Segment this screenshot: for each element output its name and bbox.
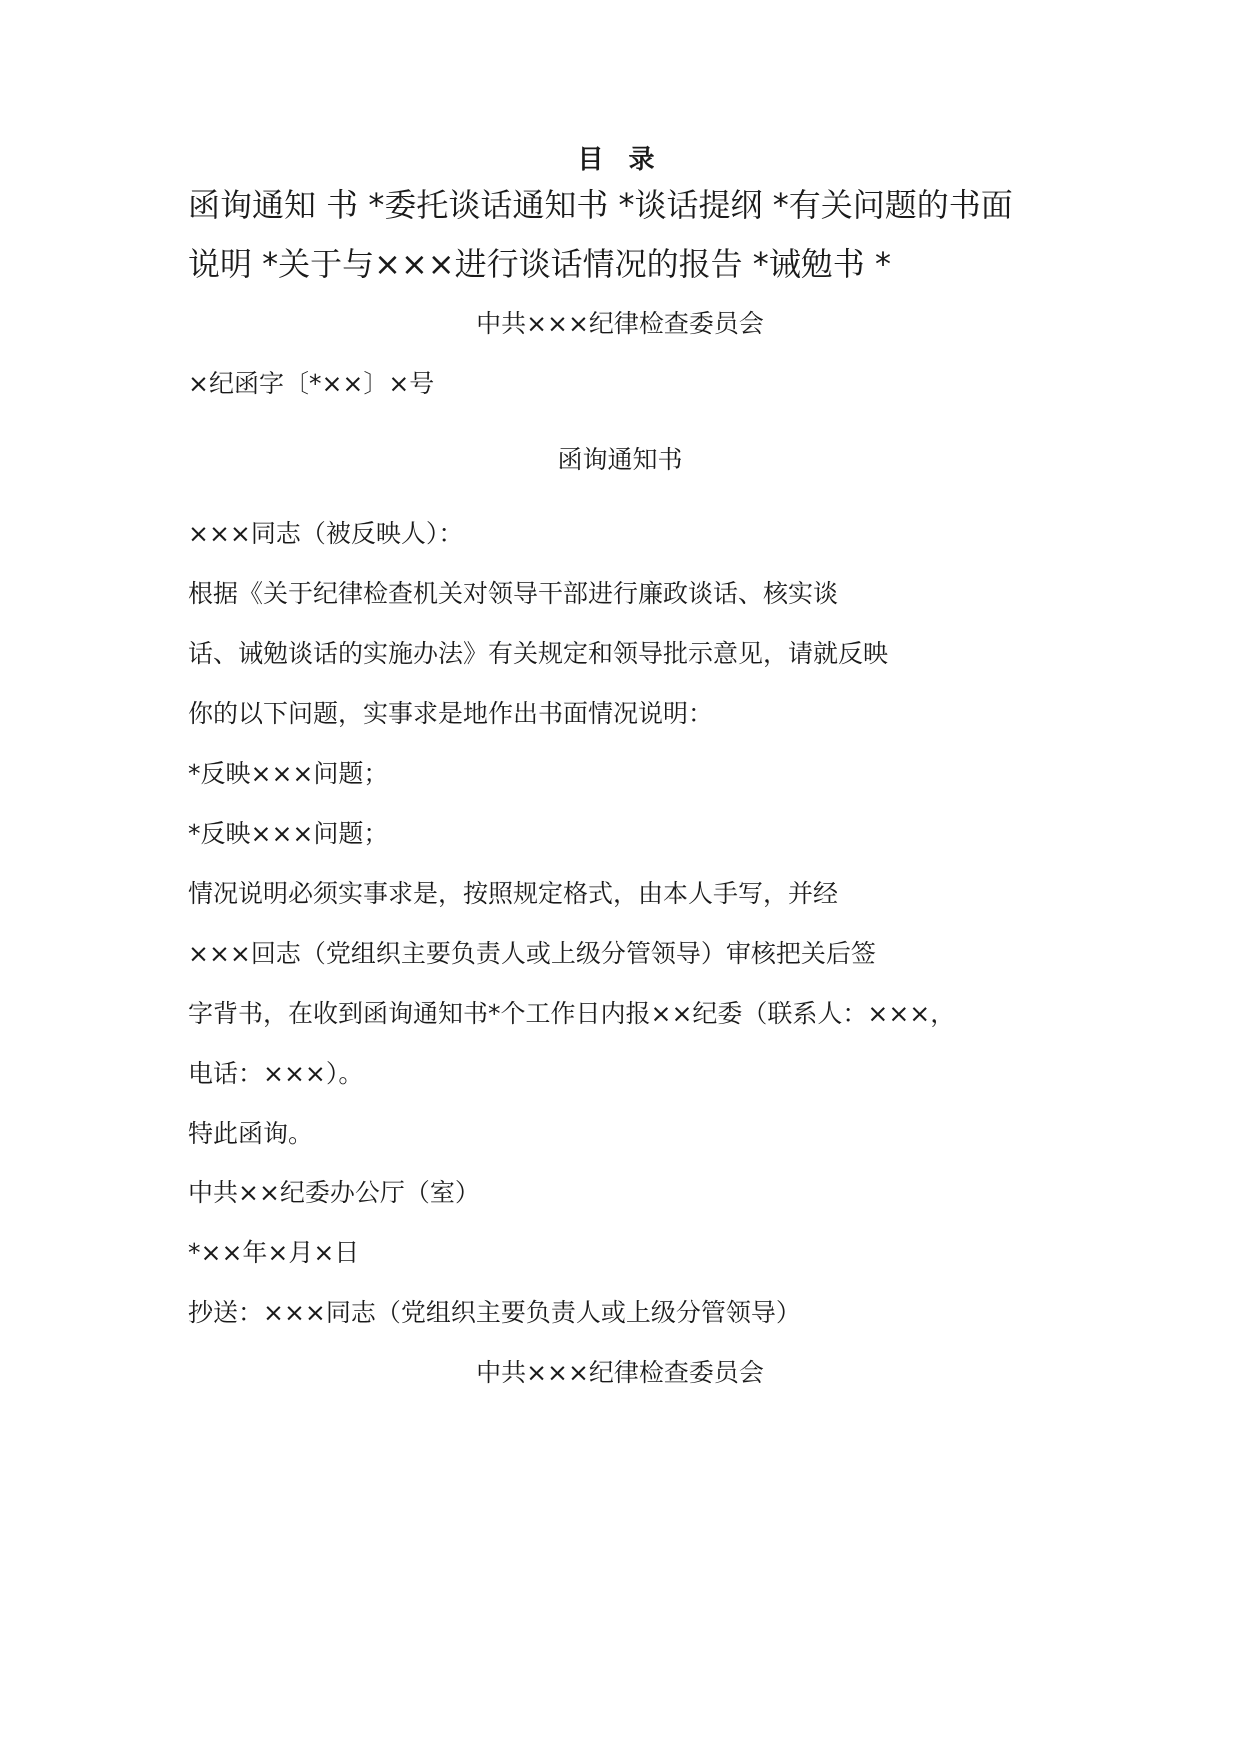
toc-line-1: 函询通知 书 *委托谈话通知书 *谈话提纲 *有关问题的书面 [188,186,1013,224]
issue-item: *反映×××问题； [188,819,389,848]
date: *××年×月×日 [188,1238,360,1267]
signer: 中共××纪委办公厅（室） [188,1178,480,1207]
document-number: ×纪函字〔*××〕×号 [188,369,435,398]
toc-line-2: 说明 *关于与×××进行谈话情况的报告 *诫勉书 * [188,245,891,283]
letterhead-org: 中共×××纪律检查委员会 [476,309,764,338]
footer-org: 中共×××纪律检查委员会 [476,1358,764,1387]
body-line: ×××回志（党组织主要负责人或上级分管领导）审核把关后签 [188,939,876,968]
cc-line: 抄送：×××同志（党组织主要负责人或上级分管领导） [188,1298,801,1327]
salutation: ×××同志（被反映人）： [188,519,464,548]
body-line: 字背书，在收到函询通知书*个工作日内报××纪委（联系人：×××， [188,999,956,1028]
body-line: 你的以下问题，实事求是地作出书面情况说明： [188,699,714,728]
body-line: 情况说明必须实事求是，按照规定格式，由本人手写，并经 [188,879,839,908]
body-line: 电话：×××）。 [188,1059,364,1088]
body-line: 根据《关于纪律检查机关对领导干部进行廉政谈话、核实谈 [188,579,839,608]
issue-item: *反映×××问题； [188,759,389,788]
closing-line: 特此函询。 [188,1119,314,1148]
notice-title: 函询通知书 [557,445,683,474]
toc-title: 目 录 [577,145,663,175]
body-line: 话、诫勉谈话的实施办法》有关规定和领导批示意见，请就反映 [188,639,889,668]
